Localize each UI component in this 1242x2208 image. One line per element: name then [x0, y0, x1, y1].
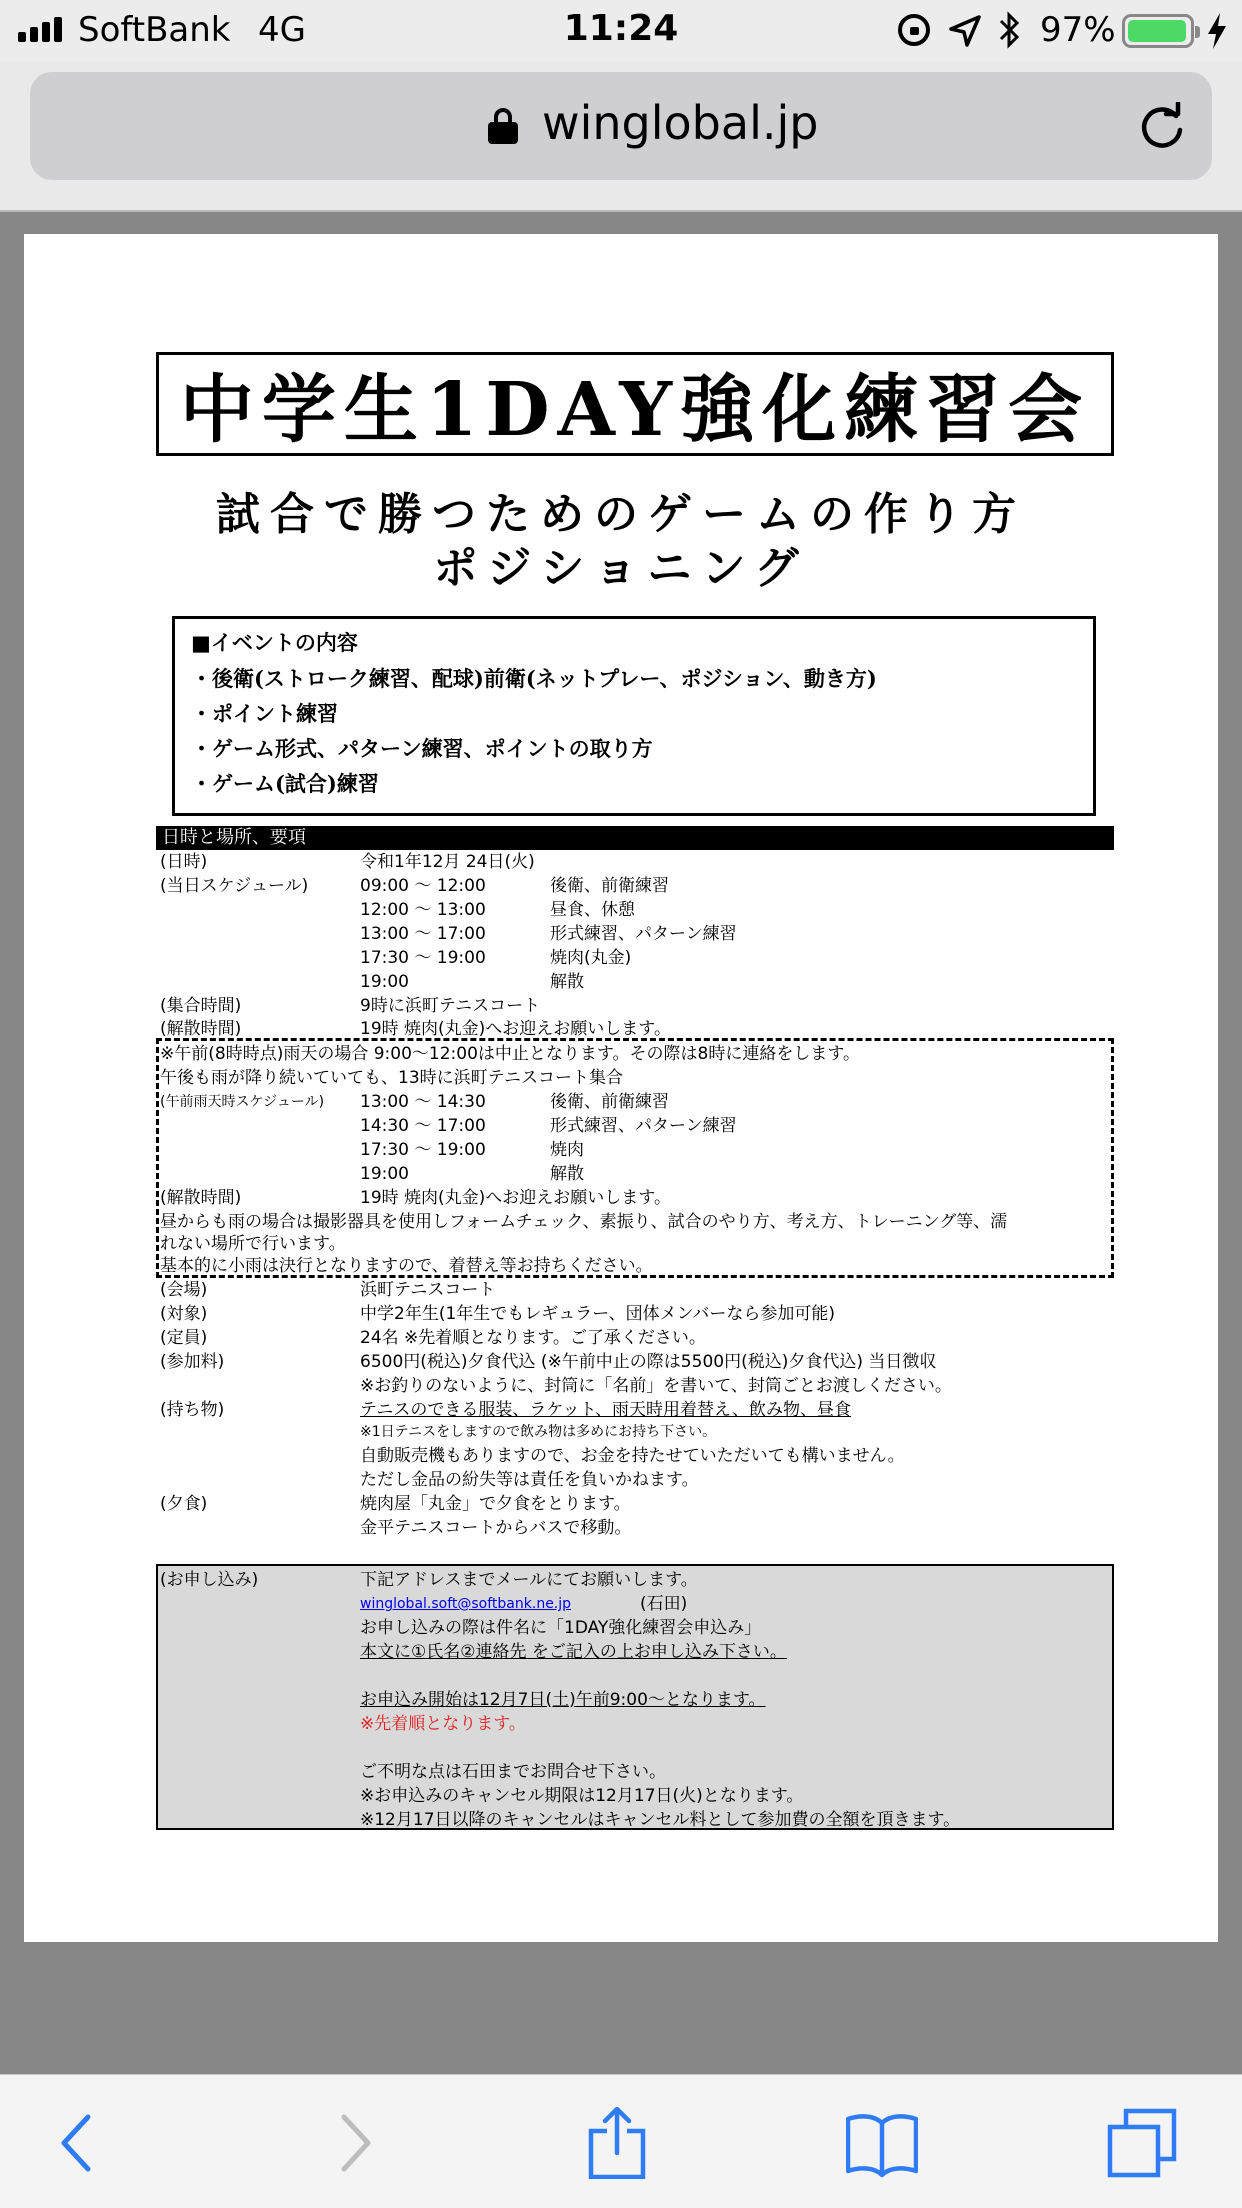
document-page: [24, 234, 1218, 1942]
belongings-row: (持ち物) テニスのできる服装、ラケット、雨天時用着替え、飲み物、昼食: [160, 1400, 851, 1420]
belongings-note: ※1日テニスをしますので飲み物は多めにお持ち下さい。: [360, 1424, 717, 1440]
charging-icon: [1206, 12, 1228, 50]
event-item: ・ポイント練習: [191, 701, 338, 726]
apply-row: ※お申込みのキャンセル期限は12月17日(火)となります。: [360, 1786, 804, 1806]
web-content[interactable]: [0, 212, 1242, 2074]
gather-row: (集合時間) 9時に浜町テニスコート: [160, 996, 541, 1016]
battery-percent: 97%: [1040, 10, 1116, 50]
event-item: ・ゲーム形式、パターン練習、ポイントの取り方: [191, 736, 653, 761]
rain-dismiss-row: (解散時間) 19時 焼肉(丸金)へお迎えお願いします。: [160, 1188, 671, 1208]
status-bar: [0, 0, 1242, 62]
schedule-row: (当日スケジュール) 09:00 〜 12:00 後衛、前衛練習: [160, 876, 669, 896]
address-bar[interactable]: [30, 72, 1212, 180]
rain-note: 基本的に小雨は決行となりますので、着替え等お持ちください。: [160, 1256, 653, 1276]
battery-icon: [1122, 14, 1194, 48]
rain-schedule-row: 19:00 解散: [360, 1164, 584, 1184]
bookmarks-icon[interactable]: [846, 2107, 918, 2179]
apply-row: ※12月17日以降のキャンセルはキャンセル料として参加費の全額を頂きます。: [360, 1810, 961, 1830]
lock-icon: [488, 108, 518, 142]
rotation-lock-icon: [898, 14, 930, 46]
rain-schedule-row: 14:30 〜 17:00 形式練習、パターン練習: [360, 1116, 737, 1136]
target-row: (対象) 中学2年生(1年生でもレギュラー、団体メンバーなら参加可能): [160, 1304, 836, 1324]
url-domain[interactable]: winglobal.jp: [542, 96, 819, 150]
apply-row: ※先着順となります。: [360, 1714, 526, 1734]
event-item: ・ゲーム(試合)練習: [191, 771, 379, 796]
apply-row: ご不明な点は石田までお問合せ下さい。: [360, 1762, 666, 1782]
fee-note: ※お釣りのないように、封筒に「名前」を書いて、封筒ごとお渡しください。: [360, 1376, 952, 1396]
event-contents-box: [172, 616, 1096, 816]
belongings-note: 自動販売機もありますので、お金を持たせていただいても構いません。: [360, 1446, 905, 1466]
venue-row: (会場) 浜町テニスコート: [160, 1280, 496, 1300]
tabs-icon[interactable]: [1106, 2107, 1178, 2179]
rain-note: れない場所で行います。: [160, 1234, 346, 1254]
event-heading: ■イベントの内容: [191, 631, 358, 655]
rain-schedule-row: (午前雨天時スケジュール) 13:00 〜 14:30 後衛、前衛練習: [160, 1092, 669, 1112]
forward-icon[interactable]: [318, 2107, 390, 2179]
browser-toolbar: [0, 2074, 1242, 2208]
fee-row: (参加料) 6500円(税込)夕食代込 (※午前中止の際は5500円(税込)夕食代込) 当日徴収: [160, 1352, 937, 1372]
apply-row: お申し込みの際は件名に「1DAY強化練習会申込み」: [360, 1618, 762, 1638]
date-row: (日時) 令和1年12月 24日(火): [160, 852, 535, 872]
reload-icon[interactable]: [1136, 102, 1188, 154]
schedule-row: 19:00 解散: [360, 972, 584, 992]
network-type: 4G: [258, 10, 306, 50]
capacity-row: (定員) 24名 ※先着順となります。ご了承ください。: [160, 1328, 706, 1348]
location-icon: [948, 14, 982, 48]
subtitle-line-1: 試合で勝つためのゲームの作り方: [216, 489, 1026, 540]
apply-email-row: winglobal.soft@softbank.ne.jp (石田): [360, 1594, 688, 1614]
share-icon[interactable]: [581, 2107, 653, 2179]
clock: 11:24: [563, 8, 679, 49]
back-icon[interactable]: [42, 2107, 114, 2179]
apply-row: お申込み開始は12月7日(土)午前9:00〜となります。: [360, 1690, 766, 1710]
schedule-row: 13:00 〜 17:00 形式練習、パターン練習: [360, 924, 737, 944]
rain-note: ※午前(8時時点)雨天の場合 9:00〜12:00は中止となります。その際は8時に連絡をします。: [160, 1044, 860, 1064]
belongings-note: ただし金品の紛失等は責任を負いかねます。: [360, 1470, 699, 1490]
rain-note: 午後も雨が降り続いていても、13時に浜町テニスコート集合: [160, 1068, 623, 1088]
apply-row: (お申し込み) 下記アドレスまでメールにてお願いします。: [160, 1570, 698, 1590]
section-header: 日時と場所、要項: [156, 826, 1114, 850]
rain-schedule-row: 17:30 〜 19:00 焼肉: [360, 1140, 584, 1160]
schedule-row: 17:30 〜 19:00 焼肉(丸金): [360, 948, 632, 968]
rain-note: 昼からも雨の場合は撮影器具を使用しフォームチェック、素振り、試合のやり方、考え方、トレーニング等、濡: [160, 1212, 1008, 1232]
email-link[interactable]: winglobal.soft@softbank.ne.jp: [360, 1596, 572, 1612]
apply-row: 本文に①氏名②連絡先 をご記入の上お申し込み下さい。: [360, 1642, 787, 1662]
page-title: 中学生1DAY強化練習会: [156, 352, 1114, 456]
dinner-note: 金平テニスコートからバスで移動。: [360, 1518, 632, 1538]
bluetooth-icon: [998, 10, 1020, 50]
schedule-row: 12:00 〜 13:00 昼食、休憩: [360, 900, 635, 920]
dinner-row: (夕食) 焼肉屋「丸金」で夕食をとります。: [160, 1494, 631, 1514]
subtitle-line-2: ポジショニング: [433, 543, 809, 594]
event-item: ・後衛(ストローク練習、配球)前衛(ネットプレー、ポジション、動き方): [191, 666, 877, 691]
carrier-name: SoftBank: [78, 10, 231, 50]
dismiss-row: (解散時間) 19時 焼肉(丸金)へお迎えお願いします。: [160, 1019, 671, 1039]
